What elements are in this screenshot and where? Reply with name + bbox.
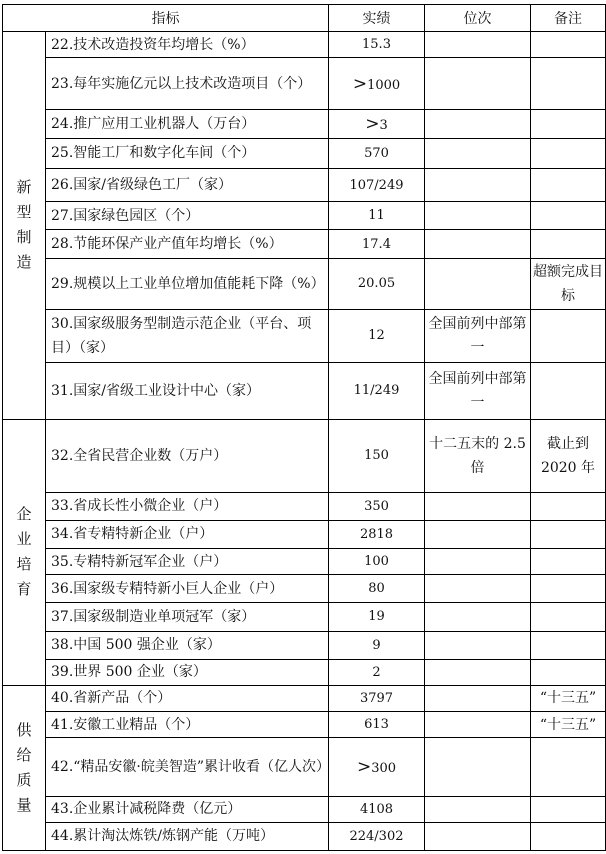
table-row (3, 520, 606, 548)
value-cell: 350 (329, 492, 425, 520)
note-cell (531, 631, 606, 659)
rank-cell (425, 575, 531, 603)
note-cell: 超额完成目标 (531, 258, 606, 309)
rank-cell (425, 711, 531, 737)
indicator-cell: 29.规模以上工业单位增加值能耗下降（%） (46, 258, 329, 309)
header-value: 实绩 (329, 5, 425, 32)
value-cell: 2818 (329, 520, 425, 548)
value-cell: 9 (329, 631, 425, 659)
indicator-cell: 37.国家级制造业单项冠军（家） (46, 603, 329, 631)
table-row (3, 659, 606, 685)
rank-cell (425, 202, 531, 230)
note-cell: “十三五” (531, 711, 606, 737)
value-cell: >1000 (329, 58, 425, 110)
table-row (3, 822, 606, 850)
rank-cell (425, 796, 531, 822)
indicator-table (2, 4, 606, 851)
header-indicator: 指标 (3, 5, 329, 32)
value-cell: 19 (329, 603, 425, 631)
indicator-cell: 42.“精品安徽·皖美智造”累计收看（亿人次） (46, 738, 329, 797)
table-row (3, 796, 606, 822)
table-row (3, 138, 606, 168)
note-cell (531, 520, 606, 548)
note-cell (531, 363, 606, 419)
value-cell: 100 (329, 549, 425, 575)
value-cell: 11/249 (329, 363, 425, 419)
value-cell: 613 (329, 711, 425, 737)
category-cell (3, 32, 46, 420)
value-cell: 20.05 (329, 258, 425, 309)
indicator-cell: 22.技术改造投资年均增长（%） (46, 32, 329, 58)
indicator-table-page (2, 4, 605, 851)
rank-cell (425, 549, 531, 575)
value-cell: 2 (329, 659, 425, 685)
table-row (3, 363, 606, 419)
rank-cell: 全国前列中部第一 (425, 309, 531, 362)
table-row (3, 738, 606, 797)
table-row (3, 631, 606, 659)
header-rank: 位次 (425, 5, 531, 32)
value-cell: 570 (329, 138, 425, 168)
note-cell (531, 32, 606, 58)
note-cell: 截止到2020 年 (531, 419, 606, 492)
note-cell (531, 309, 606, 362)
indicator-cell: 28.节能环保产业产值年均增长（%） (46, 230, 329, 258)
table-row (3, 230, 606, 258)
header-note: 备注 (531, 5, 606, 32)
indicator-cell: 23.每年实施亿元以上技术改造项目（个） (46, 58, 329, 110)
indicator-cell: 35.专精特新冠军企业（户） (46, 549, 329, 575)
table-row (3, 549, 606, 575)
indicator-cell: 27.国家绿色园区（个） (46, 202, 329, 230)
value-cell: >3 (329, 110, 425, 138)
value-cell: 3797 (329, 685, 425, 711)
table-row (3, 58, 606, 110)
rank-cell: 十二五末的 2.5 倍 (425, 419, 531, 492)
note-cell (531, 110, 606, 138)
note-cell (531, 738, 606, 797)
header-row (3, 5, 606, 32)
note-cell (531, 138, 606, 168)
rank-cell: 全国前列中部第一 (425, 363, 531, 419)
indicator-cell: 31.国家/省级工业设计中心（家） (46, 363, 329, 419)
note-cell (531, 603, 606, 631)
table-row (3, 258, 606, 309)
indicator-cell: 38.中国 500 强企业（家） (46, 631, 329, 659)
note-cell (531, 168, 606, 201)
table-row (3, 711, 606, 737)
category-cell (3, 685, 46, 850)
table-row (3, 685, 606, 711)
table-row (3, 492, 606, 520)
note-cell (531, 202, 606, 230)
table-row (3, 603, 606, 631)
note-cell: “十三五” (531, 685, 606, 711)
value-cell: 80 (329, 575, 425, 603)
value-cell: 11 (329, 202, 425, 230)
rank-cell (425, 822, 531, 850)
rank-cell (425, 32, 531, 58)
rank-cell (425, 110, 531, 138)
indicator-cell: 26.国家/省级绿色工厂（家） (46, 168, 329, 201)
table-body (3, 32, 606, 851)
value-cell: 107/249 (329, 168, 425, 201)
indicator-cell: 39.世界 500 企业（家） (46, 659, 329, 685)
category-label: 供给质量 (16, 720, 32, 814)
category-cell (3, 419, 46, 685)
table-row (3, 419, 606, 492)
rank-cell (425, 138, 531, 168)
rank-cell (425, 520, 531, 548)
table-row (3, 575, 606, 603)
rank-cell (425, 659, 531, 685)
indicator-cell: 30.国家级服务型制造示范企业（平台、项目）（家） (46, 309, 329, 362)
indicator-cell: 36.国家级专精特新小巨人企业（户） (46, 575, 329, 603)
value-cell: 12 (329, 309, 425, 362)
category-label: 新型制造 (16, 178, 32, 272)
indicator-cell: 32.全省民营企业数（万户） (46, 419, 329, 492)
table-row (3, 32, 606, 58)
note-cell (531, 58, 606, 110)
indicator-cell: 40.省新产品（个） (46, 685, 329, 711)
note-cell (531, 659, 606, 685)
table-row (3, 309, 606, 362)
rank-cell (425, 685, 531, 711)
note-cell (531, 492, 606, 520)
indicator-cell: 24.推广应用工业机器人（万台） (46, 110, 329, 138)
value-cell: 150 (329, 419, 425, 492)
rank-cell (425, 168, 531, 201)
indicator-cell: 41.安徽工业精品（个） (46, 711, 329, 737)
table-row (3, 110, 606, 138)
rank-cell (425, 631, 531, 659)
table-row (3, 202, 606, 230)
category-label: 企业培育 (16, 505, 32, 599)
rank-cell (425, 603, 531, 631)
table-row (3, 168, 606, 201)
note-cell (531, 575, 606, 603)
indicator-cell: 43.企业累计减税降费（亿元） (46, 796, 329, 822)
value-cell: 4108 (329, 796, 425, 822)
indicator-cell: 34.省专精特新企业（户） (46, 520, 329, 548)
rank-cell (425, 738, 531, 797)
indicator-cell: 33.省成长性小微企业（户） (46, 492, 329, 520)
value-cell: 17.4 (329, 230, 425, 258)
rank-cell (425, 492, 531, 520)
note-cell (531, 230, 606, 258)
note-cell (531, 549, 606, 575)
rank-cell (425, 230, 531, 258)
indicator-cell: 44.累计淘汰炼铁/炼钢产能（万吨） (46, 822, 329, 850)
value-cell: >300 (329, 738, 425, 797)
rank-cell (425, 258, 531, 309)
rank-cell (425, 58, 531, 110)
note-cell (531, 822, 606, 850)
note-cell (531, 796, 606, 822)
indicator-cell: 25.智能工厂和数字化车间（个） (46, 138, 329, 168)
value-cell: 15.3 (329, 32, 425, 58)
value-cell: 224/302 (329, 822, 425, 850)
